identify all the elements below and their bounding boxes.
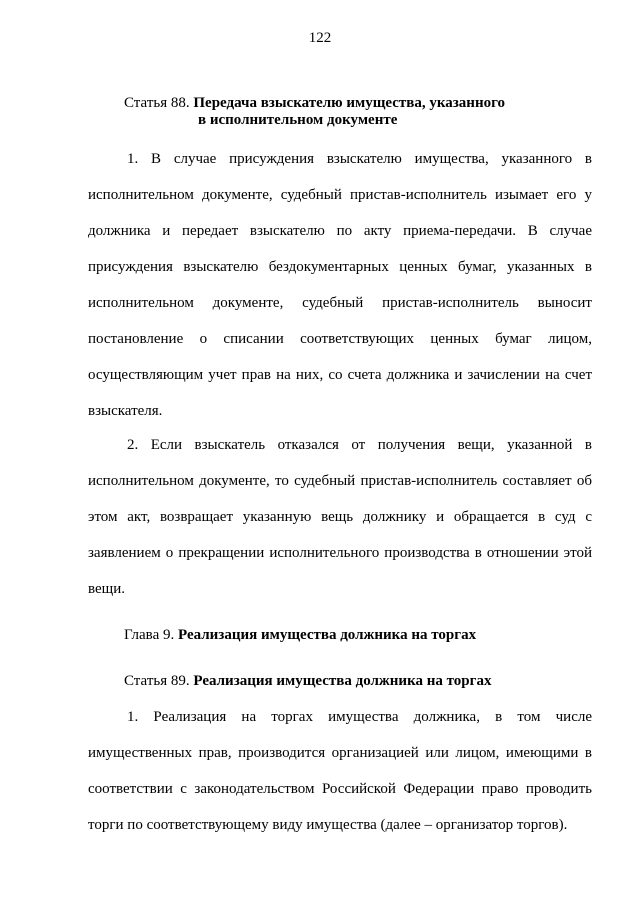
paragraph-line: присуждения взыскателю бездокументарных ценных бумаг, указанных в <box>88 259 592 275</box>
article-88-prefix: Статья 88. <box>124 95 190 111</box>
paragraph-line: заявлением о прекращении исполнительного производства в отношении этой <box>88 545 592 561</box>
article-89-title: Реализация имущества должника на торгах <box>193 673 492 689</box>
chapter-9-title: Реализация имущества должника на торгах <box>177 627 477 643</box>
article-88-title-line1: Передача взыскателю имущества, указанного <box>193 95 506 111</box>
article-89-prefix: Статья 89. <box>124 673 190 689</box>
paragraph-line: исполнительном документе, судебный пристав-исполнитель выносит <box>88 295 592 311</box>
paragraph-line: осуществляющим учет прав на них, со счета должника и зачислении на счет <box>88 367 592 383</box>
page-number: 122 <box>308 30 332 46</box>
paragraph-line: 1. Реализация на торгах имущества должника, в том числе <box>127 709 592 725</box>
chapter-9-prefix: Глава 9. <box>124 627 175 643</box>
paragraph-line: 1. В случае присуждения взыскателю имущества, указанного в <box>127 151 592 167</box>
article-88-heading <box>124 94 628 112</box>
paragraph-line: постановление о списании соответствующих ценных бумаг лицом, <box>88 331 592 347</box>
paragraph-line: 2. Если взыскатель отказался от получения вещи, указанной в <box>127 437 592 453</box>
paragraph-line: вещи. <box>88 581 125 597</box>
article-89-heading <box>124 672 628 690</box>
paragraph-line: соответствии с законодательством Российской Федерации право проводить <box>88 781 592 797</box>
paragraph-line: имущественных прав, производится организацией или лицом, имеющими в <box>88 745 592 761</box>
article-88-title-line2: в исполнительном документе <box>198 112 398 128</box>
paragraph-line: исполнительном документе, то судебный пристав-исполнитель составляет об <box>88 473 592 489</box>
paragraph-line: этом акт, возвращает указанную вещь должнику и обращается в суд с <box>88 509 592 525</box>
chapter-9-heading <box>124 626 628 644</box>
paragraph-line: исполнительном документе, судебный пристав-исполнитель изымает его у <box>88 187 592 203</box>
paragraph-line: взыскателя. <box>88 403 163 419</box>
paragraph-line: торги по соответствующему виду имущества (далее – организатор торгов). <box>88 817 568 833</box>
paragraph-line: должника и передает взыскателю по акту приема-передачи. В случае <box>88 223 592 239</box>
